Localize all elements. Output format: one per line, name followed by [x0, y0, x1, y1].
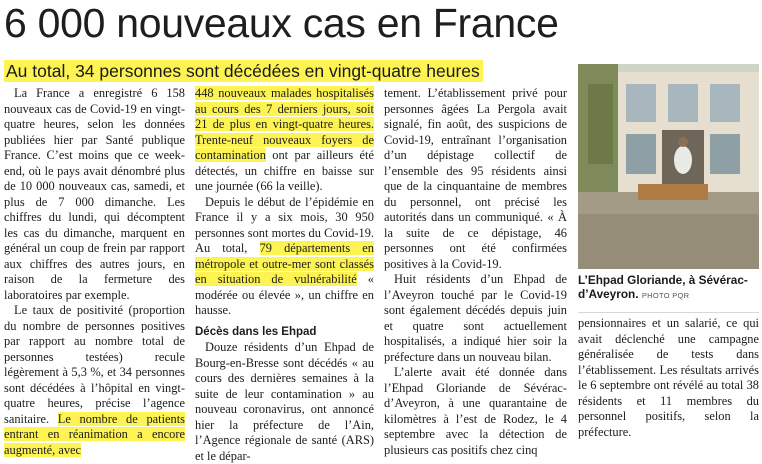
section-subheading: Décès dans les Ehpad: [195, 325, 317, 338]
paragraph: L’alerte avait été donnée dans l’Ehpad Gloriande de Sévérac-d’Aveyron, à une quarantaine de kilomètres à l’est de Rodez, le 4 septembre avec la détection de plusieurs cas positifs chez cinq: [384, 365, 567, 457]
article-column-1: [4, 86, 185, 457]
paragraph: tement. L’établissement privé pour personnes âgées La Pergola avait signalé, fin août, des suspicions de Covid-19, entraînant l’organisation d’un dépistage collectif de l’ensemble des 95 résidents ainsi que de la cinquantaine de membres du personnel, ont précisé les autorités dans un communiqué. « À la suite de ce dépistage, 46 personnes ont été confirmées positives à la Covid-19.: [384, 86, 567, 271]
headline: 6 000 nouveaux cas en France: [4, 0, 559, 46]
divider: [578, 312, 759, 313]
paragraph: Huit résidents d’un Ehpad de l’Aveyron touché par le Covid-19 sont également décédés depuis juin et quatre sont actuellement hospitalisés, a indiqué hier soir la préfecture dans un nouveau bilan.: [384, 272, 567, 364]
paragraph: pensionnaires et un salarié, ce qui avait déclenché une campagne généralisée de tests dans l’établissement. Les résultats arrivés le 6 septembre ont révélé au total 38 résidents et 11 membres du personnel positifs, selon la préfecture.: [578, 316, 759, 439]
paragraph: La France a enregistré 6 158 nouveaux cas de Covid-19 en vingt-quatre heures, selon les données publiées hier par Santé publique France. C’est moins que ce week-end, où le pays avait dénombré plus de 10 000 nouveaux cas, samedi, et plus de 7 000 dimanche. Les chiffres du lundi, qui décomptent les cas du dimanche, marquent en général un coup de frein par rapport aux chiffres des autres jours, en raison de la fermeture des laboratoires par exemple.: [4, 86, 185, 302]
subheadline: Au total, 34 personnes sont décédées en vingt-quatre heures: [4, 60, 483, 82]
caption-text: L’Ehpad Gloriande, à Sévérac-d’Aveyron.: [578, 273, 748, 301]
paragraph: Douze résidents d’un Ehpad de Bourg-en-Bresse sont décédés « au cours des dernières semaines à la suite de leur contamination » au nouveau coronavirus, ont annoncé hier la préfecture de l’Ain, l’Agence régionale de santé (ARS) et le dépar-: [195, 340, 374, 463]
paragraph-text: Depuis le début de l’épidémie en France il y a six mois, 30 950 personnes sont mortes du Covid-19. Au total,: [195, 194, 374, 255]
photo-credit: PHOTO PQR: [641, 291, 690, 300]
paragraph: [195, 86, 374, 195]
highlighted-text: 79 départements en métropole et outre-mer sont classés en situation de vulnérabilité: [195, 241, 374, 286]
paragraph-text: « modérée ou élevée », un chiffre en hausse.: [195, 272, 375, 317]
article-column-4: [578, 316, 759, 439]
highlighted-text: 448 nouveaux malades hospitalisés au cours des 7 derniers jours, soit 21 de plus en vingt-quatre heures. Trente-neuf nouveaux foyers de contamination: [195, 86, 374, 162]
paragraph-text: ont par ailleurs été détectés, un chiffre en baisse sur une journée (66 la veille).: [195, 148, 374, 193]
highlighted-text: Le nombre de patients entrant en réanimation a encore augmenté, avec: [4, 411, 185, 457]
paragraph: [195, 195, 374, 319]
article-column-2: [195, 86, 375, 463]
paragraph: [4, 303, 185, 458]
article-column-3: [384, 86, 567, 457]
photo-caption: [578, 273, 759, 303]
ehpad-photo: [578, 64, 759, 269]
paragraph-text: Le taux de positivité (proportion du nombre de personnes positives par rapport au nombre total de personnes testées) recule légèrement à 5,3 %, et 34 personnes sont décédées à l’hôpital en vingt-quatre heures, précise l’agence sanitaire.: [4, 303, 185, 426]
